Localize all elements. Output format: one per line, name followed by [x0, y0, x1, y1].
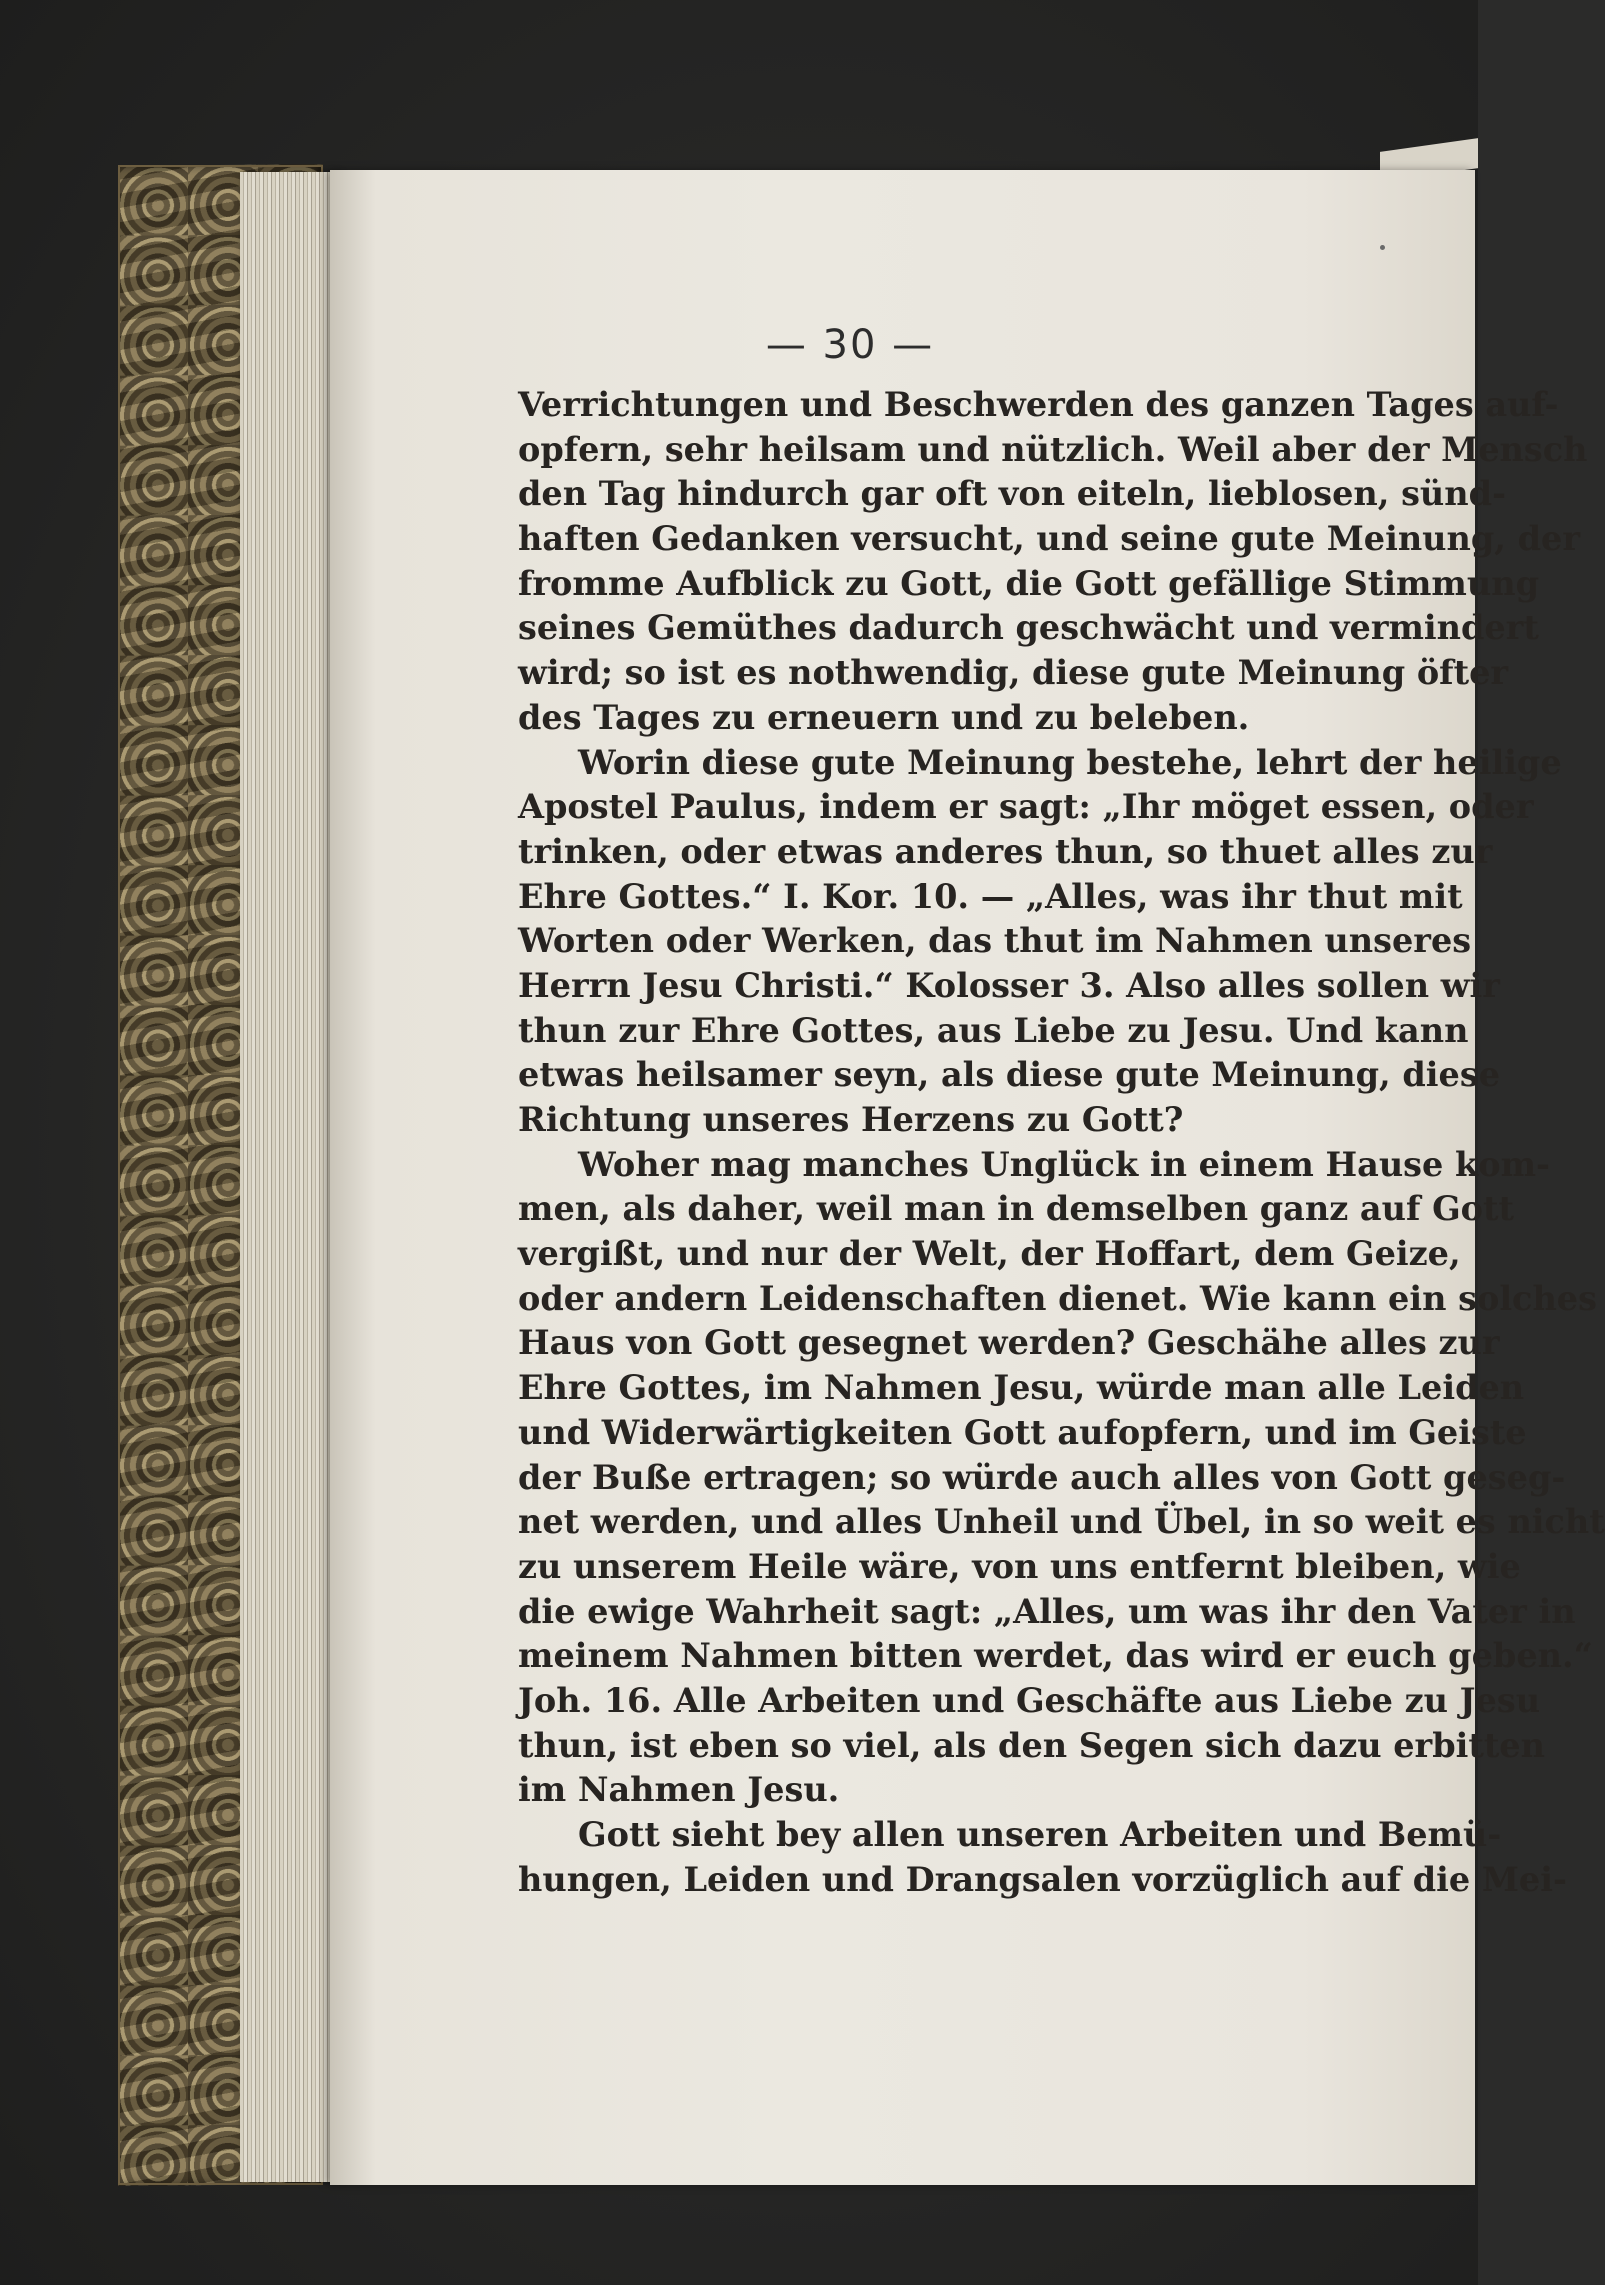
text-line: etwas heilsamer seyn, als diese gute Meinung, diese	[518, 1055, 1501, 1095]
page-number: — 30 —	[765, 322, 935, 368]
page-edges	[240, 172, 340, 2182]
text-line: oder andern Leidenschaften dienet. Wie kann ein solches	[518, 1278, 1597, 1318]
text-line: net werden, und alles Unheil und Übel, in so weit es nicht	[518, 1502, 1605, 1542]
text-line: Ehre Gottes.“ I. Kor. 10. — „Alles, was ihr thut mit	[518, 876, 1463, 916]
text-line: haften Gedanken versucht, und seine gute Meinung, der	[518, 519, 1581, 559]
text-line: vergißt, und nur der Welt, der Hoffart, dem Geize,	[518, 1234, 1461, 1274]
text-line: Verrichtungen und Beschwerden des ganzen Tages auf-	[518, 385, 1559, 424]
text-line: zu unserem Heile wäre, von uns entfernt bleiben, wie	[518, 1546, 1521, 1586]
text-line: Joh. 16. Alle Arbeiten und Geschäfte aus Liebe zu Jesu	[518, 1680, 1541, 1720]
text-line: Ehre Gottes, im Nahmen Jesu, würde man alle Leiden	[518, 1368, 1525, 1408]
text-line: den Tag hindurch gar oft von eiteln, lieblosen, sünd-	[518, 474, 1506, 514]
text-line: trinken, oder etwas anderes thun, so thuet alles zur	[518, 831, 1493, 871]
text-line: Woher mag manches Unglück in einem Hause kom-	[578, 1144, 1550, 1184]
text-line: Apostel Paulus, indem er sagt: „Ihr möget essen, oder	[518, 787, 1534, 827]
text-line: Worin diese gute Meinung bestehe, lehrt der heilige	[578, 742, 1562, 782]
text-line: wird; so ist es nothwendig, diese gute Meinung öfter	[518, 653, 1509, 693]
text-line: im Nahmen Jesu.	[518, 1770, 840, 1810]
text-line: Herrn Jesu Christi.“ Kolosser 3. Also alles sollen wir	[518, 965, 1500, 1005]
text-line: men, als daher, weil man in demselben ganz auf Gott	[518, 1189, 1514, 1229]
text-line: Gott sieht bey allen unseren Arbeiten und Bemü-	[578, 1815, 1502, 1854]
text-line: fromme Aufblick zu Gott, die Gott gefällige Stimmung	[518, 563, 1539, 603]
text-line: und Widerwärtigkeiten Gott aufopfern, und im Geiste	[518, 1412, 1527, 1452]
page-text	[518, 383, 1605, 1902]
text-line: hungen, Leiden und Drangsalen vorzüglich auf die Mei-	[518, 1859, 1567, 1899]
text-line: thun, ist eben so viel, als den Segen sich dazu erbitten	[518, 1725, 1545, 1765]
text-line: thun zur Ehre Gottes, aus Liebe zu Jesu. Und kann	[518, 1010, 1469, 1050]
text-line: Worten oder Werken, das thut im Nahmen unseres	[518, 921, 1472, 961]
text-line: des Tages zu erneuern und zu beleben.	[518, 697, 1250, 737]
text-line: Haus von Gott gesegnet werden? Geschähe alles zur	[518, 1323, 1500, 1363]
text-line: der Buße ertragen; so würde auch alles von Gott geseg-	[518, 1457, 1566, 1497]
text-line: die ewige Wahrheit sagt: „Alles, um was ihr den Vater in	[518, 1591, 1576, 1631]
text-line: opfern, sehr heilsam und nützlich. Weil aber der Mensch	[518, 429, 1588, 469]
text-line: Richtung unseres Herzens zu Gott?	[518, 1100, 1184, 1139]
page-mark	[1380, 245, 1385, 250]
text-line: meinem Nahmen bitten werdet, das wird er euch geben.“	[518, 1636, 1593, 1676]
text-line: seines Gemüthes dadurch geschwächt und vermindert	[518, 608, 1539, 648]
